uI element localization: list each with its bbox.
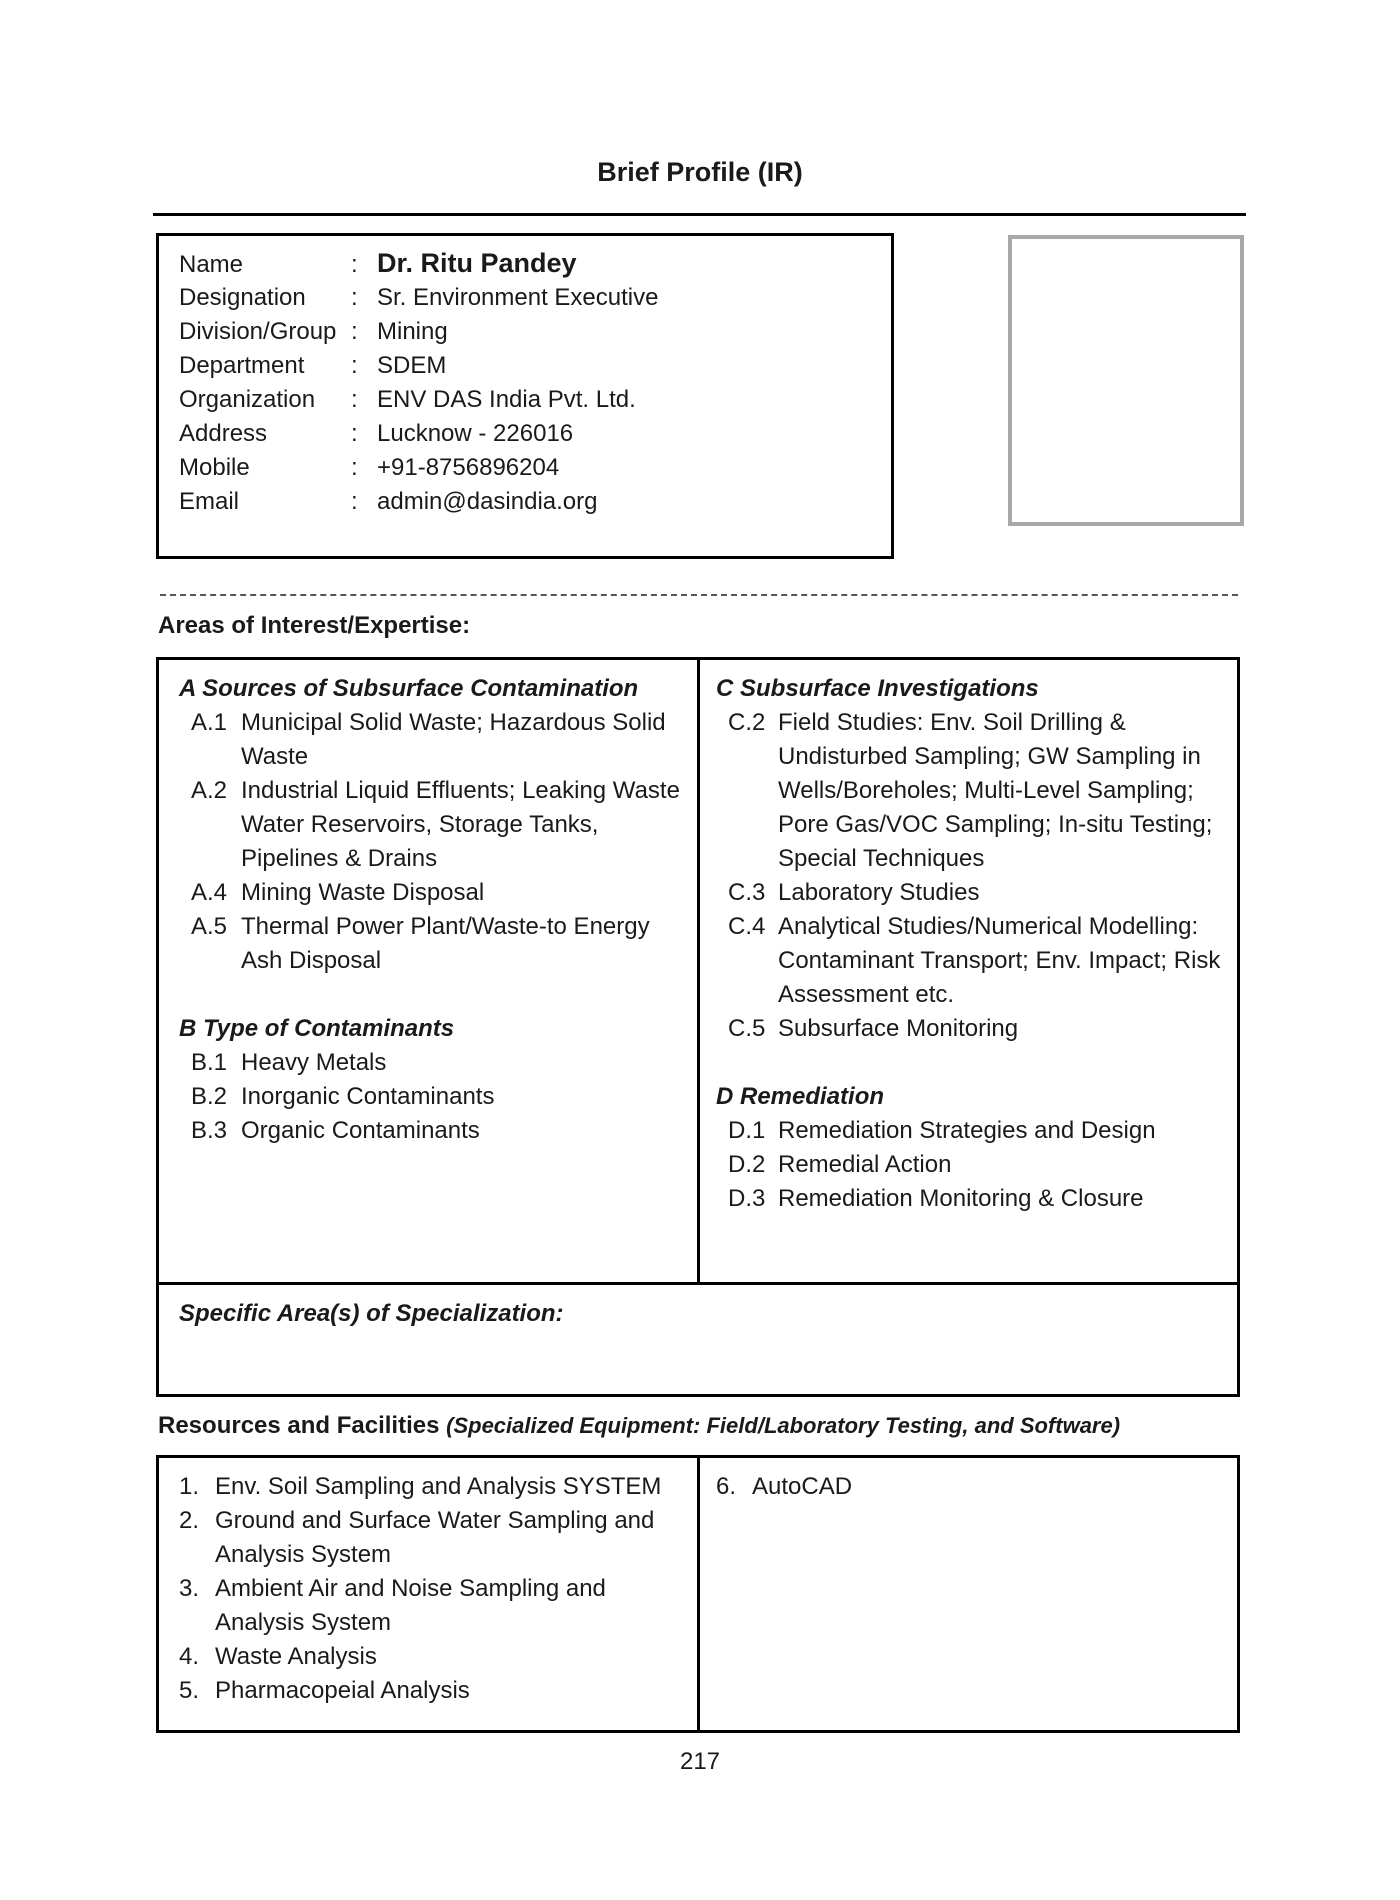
profile-label: Email xyxy=(179,488,240,515)
list-item xyxy=(716,1470,1221,1504)
list-item xyxy=(179,1640,684,1674)
profile-label: Designation xyxy=(179,284,306,311)
profile-row-email xyxy=(179,488,598,522)
list-item xyxy=(179,1572,684,1640)
dashed-separator xyxy=(160,594,1238,596)
column-divider xyxy=(697,1458,700,1730)
profile-box xyxy=(156,233,894,559)
item-text: Remediation Strategies and Design xyxy=(778,1117,1156,1144)
column-divider xyxy=(697,660,700,1282)
areas-heading: Areas of Interest/Expertise: xyxy=(158,612,471,639)
areas-left-column xyxy=(179,672,684,1148)
item-text: Env. Soil Sampling and Analysis SYSTEM xyxy=(215,1473,662,1500)
colon: : xyxy=(351,386,358,413)
list-item xyxy=(716,1182,1221,1216)
item-code: D.3 xyxy=(728,1185,766,1212)
item-code: D.2 xyxy=(728,1151,766,1178)
list-item xyxy=(179,1470,684,1504)
list-item xyxy=(179,1114,684,1148)
colon: : xyxy=(351,352,358,379)
row-divider xyxy=(159,1282,1237,1285)
profile-value: ENV DAS India Pvt. Ltd. xyxy=(377,386,636,413)
item-text: Mining Waste Disposal xyxy=(241,879,485,906)
spacer xyxy=(179,978,684,1012)
photo-placeholder xyxy=(1008,235,1244,526)
list-item xyxy=(179,1046,684,1080)
category-b-title: B Type of Contaminants xyxy=(179,1015,455,1042)
profile-label: Department xyxy=(179,352,305,379)
item-code: B.2 xyxy=(191,1083,228,1110)
profile-label: Organization xyxy=(179,386,316,413)
profile-row-address xyxy=(179,420,573,454)
title-underline xyxy=(153,213,1246,216)
colon: : xyxy=(351,251,358,278)
item-text: Remediation Monitoring & Closure xyxy=(778,1185,1144,1212)
item-code: A.1 xyxy=(191,709,228,736)
colon: : xyxy=(351,454,358,481)
list-item xyxy=(716,910,1221,1012)
profile-value: +91-8756896204 xyxy=(377,454,560,481)
item-number: 3. xyxy=(179,1575,200,1602)
list-item xyxy=(179,774,684,876)
item-text: Subsurface Monitoring xyxy=(778,1015,1019,1042)
profile-row-division xyxy=(179,318,448,352)
profile-row-organization xyxy=(179,386,636,420)
item-text: Industrial Liquid Effluents; Leaking Waste Water Reservoirs, Storage Tanks, Pipelines & Drains xyxy=(241,777,680,872)
item-text: Laboratory Studies xyxy=(778,879,980,906)
profile-row-name xyxy=(179,248,577,282)
list-item xyxy=(716,1148,1221,1182)
profile-row-designation xyxy=(179,284,658,318)
specialization-label: Specific Area(s) of Specialization: xyxy=(179,1300,564,1327)
profile-label: Mobile xyxy=(179,454,250,481)
item-number: 5. xyxy=(179,1677,200,1704)
item-text: Ambient Air and Noise Sampling and Analysis System xyxy=(215,1575,606,1636)
list-item xyxy=(716,706,1221,876)
item-code: B.1 xyxy=(191,1049,228,1076)
profile-label: Address xyxy=(179,420,268,447)
areas-right-column xyxy=(716,672,1221,1216)
item-text: Municipal Solid Waste; Hazardous Solid Waste xyxy=(241,709,666,770)
profile-label: Division/Group xyxy=(179,318,337,345)
item-text: Field Studies: Env. Soil Drilling & Undisturbed Sampling; GW Sampling in Wells/Boreholes; Multi-Level Sampling; Pore Gas/VOC Sampling; In-situ Testing; Special Techniques xyxy=(778,709,1213,872)
item-code: C.3 xyxy=(728,879,766,906)
item-text: Ground and Surface Water Sampling and Analysis System xyxy=(215,1507,655,1568)
resources-table xyxy=(156,1455,1240,1733)
resources-heading xyxy=(158,1412,1120,1440)
item-code: D.1 xyxy=(728,1117,766,1144)
profile-value: SDEM xyxy=(377,352,447,379)
resources-left-column xyxy=(179,1470,684,1708)
item-text: AutoCAD xyxy=(752,1473,853,1500)
page-number: 217 xyxy=(679,1748,721,1775)
item-text: Thermal Power Plant/Waste-to Energy Ash Disposal xyxy=(241,913,650,974)
profile-row-department xyxy=(179,352,446,386)
profile-name-value: Dr. Ritu Pandey xyxy=(377,248,577,278)
profile-value: Sr. Environment Executive xyxy=(377,284,659,311)
category-d-title: D Remediation xyxy=(716,1083,885,1110)
colon: : xyxy=(351,420,358,447)
list-item xyxy=(179,1504,684,1572)
item-text: Organic Contaminants xyxy=(241,1117,480,1144)
item-text: Heavy Metals xyxy=(241,1049,387,1076)
item-code: A.2 xyxy=(191,777,228,804)
profile-label: Name xyxy=(179,251,244,278)
list-item xyxy=(179,1080,684,1114)
list-item xyxy=(179,910,684,978)
profile-value: admin@dasindia.org xyxy=(377,488,598,515)
list-item xyxy=(179,876,684,910)
list-item xyxy=(179,1674,684,1708)
colon: : xyxy=(351,488,358,515)
profile-value: Lucknow - 226016 xyxy=(377,420,574,447)
profile-row-mobile xyxy=(179,454,559,488)
item-code: C.4 xyxy=(728,913,766,940)
category-a-title: A Sources of Subsurface Contamination xyxy=(179,675,639,702)
item-code: C.5 xyxy=(728,1015,766,1042)
list-item xyxy=(716,876,1221,910)
item-number: 6. xyxy=(716,1473,737,1500)
colon: : xyxy=(351,284,358,311)
list-item xyxy=(179,706,684,774)
item-code: A.5 xyxy=(191,913,228,940)
areas-table xyxy=(156,657,1240,1397)
item-text: Analytical Studies/Numerical Modelling: Contaminant Transport; Env. Impact; Risk Assessment etc. xyxy=(778,913,1221,1008)
category-c-title: C Subsurface Investigations xyxy=(716,675,1039,702)
item-text: Waste Analysis xyxy=(215,1643,377,1670)
item-text: Remedial Action xyxy=(778,1151,952,1178)
item-code: B.3 xyxy=(191,1117,228,1144)
item-number: 1. xyxy=(179,1473,200,1500)
colon: : xyxy=(351,318,358,345)
item-code: C.2 xyxy=(728,709,766,736)
profile-value: Mining xyxy=(377,318,448,345)
resources-right-column xyxy=(716,1470,1221,1504)
resources-subtitle: (Specialized Equipment: Field/Laboratory Testing, and Software) xyxy=(446,1413,1121,1438)
spacer xyxy=(716,1046,1221,1080)
page-title: Brief Profile (IR) xyxy=(597,157,803,187)
item-text: Pharmacopeial Analysis xyxy=(215,1677,470,1704)
list-item xyxy=(716,1012,1221,1046)
item-number: 4. xyxy=(179,1643,200,1670)
item-number: 2. xyxy=(179,1507,200,1534)
resources-title: Resources and Facilities xyxy=(158,1412,440,1439)
item-text: Inorganic Contaminants xyxy=(241,1083,495,1110)
list-item xyxy=(716,1114,1221,1148)
item-code: A.4 xyxy=(191,879,228,906)
